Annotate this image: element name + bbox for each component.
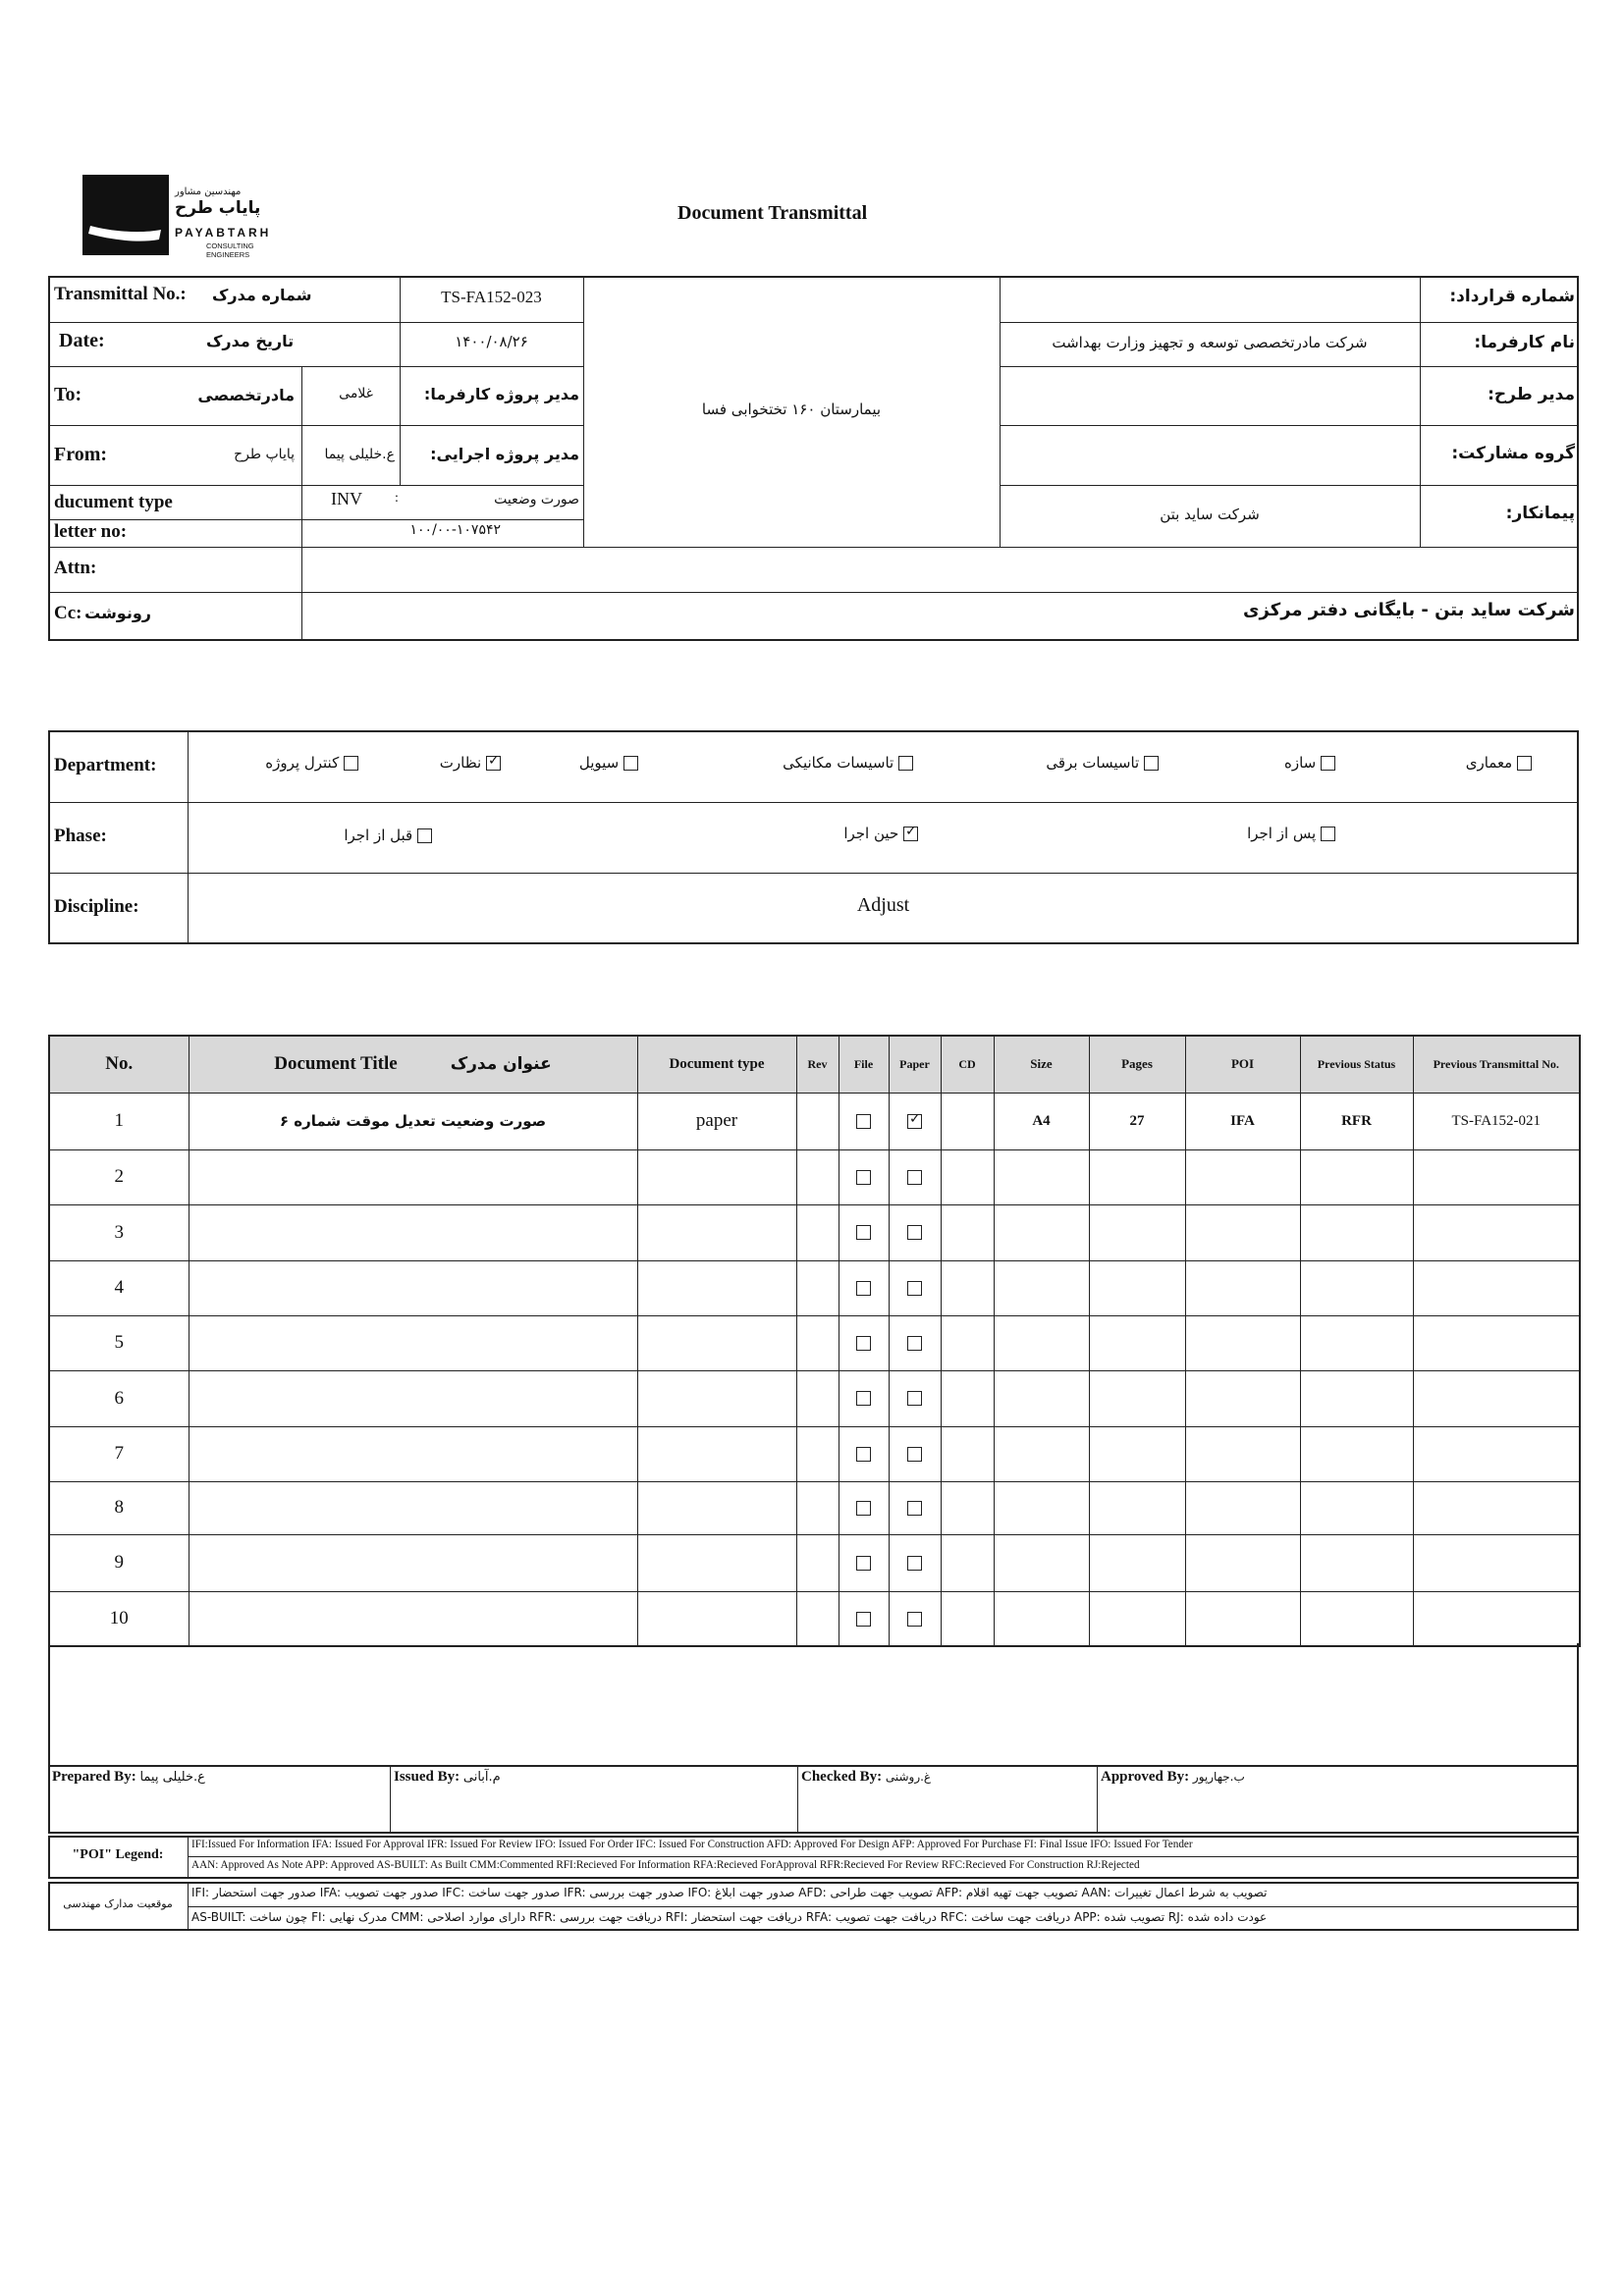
- letter-label: letter no:: [54, 521, 128, 542]
- row-size: [994, 1260, 1089, 1315]
- row-prev-transmittal: [1413, 1315, 1580, 1370]
- from-person: ع.خلیلی پیما: [324, 447, 395, 462]
- row-pages: [1089, 1149, 1185, 1204]
- letter-number: ۱۰۰/۰۰-۱۰۷۵۴۲: [409, 522, 501, 538]
- row-number: 1: [49, 1093, 189, 1149]
- table-row: [49, 1370, 1580, 1426]
- file-checkbox[interactable]: [856, 1225, 871, 1240]
- logo-en-sub: CONSULTING ENGINEERS: [206, 241, 254, 259]
- row-rev: [796, 1534, 839, 1591]
- approved-by: [1101, 1769, 1245, 1786]
- contractor-value: شرکت ساید بتن: [1160, 506, 1260, 523]
- row-doctype: [637, 1204, 796, 1260]
- table-row: [49, 1591, 1580, 1646]
- paper-checkbox[interactable]: [907, 1336, 922, 1351]
- row-poi: [1185, 1260, 1300, 1315]
- row-number: 9: [49, 1534, 189, 1591]
- row-paper: [889, 1260, 941, 1315]
- row-pages: [1089, 1426, 1185, 1481]
- row-rev: [796, 1370, 839, 1426]
- row-number: 4: [49, 1260, 189, 1315]
- cc-value: شرکت ساید بتن - بایگانی دفتر مرکزی: [1243, 600, 1575, 620]
- row-size: [994, 1370, 1089, 1426]
- cc-label-fa: رونوشت: [84, 604, 151, 622]
- logo-fa-name: پایاب طرح: [175, 198, 261, 218]
- remarks-area: [48, 1643, 1579, 1767]
- department-option-architecture[interactable]: [1414, 754, 1532, 772]
- row-size: [994, 1591, 1089, 1646]
- row-file: [839, 1591, 889, 1646]
- row-paper: [889, 1093, 941, 1149]
- row-poi: IFA: [1185, 1093, 1300, 1149]
- row-number: 5: [49, 1315, 189, 1370]
- issued-by-label: Issued By:: [394, 1769, 460, 1785]
- phase-option-during[interactable]: [785, 825, 918, 842]
- row-file: [839, 1149, 889, 1204]
- supervision-checkbox[interactable]: [486, 756, 501, 771]
- row-cd: [941, 1260, 994, 1315]
- row-title: صورت وضعیت تعدیل موقت شماره ۶: [189, 1093, 637, 1149]
- approved-by-value: ب.جهارپور: [1192, 1770, 1245, 1784]
- company-logo: [82, 175, 298, 257]
- paper-checkbox[interactable]: [907, 1556, 922, 1571]
- row-prev-status: [1300, 1315, 1413, 1370]
- row-rev: [796, 1093, 839, 1149]
- row-cd: [941, 1591, 994, 1646]
- client-label: نام کارفرما:: [1474, 333, 1575, 352]
- col-header-prev-transmittal: Previous Transmittal No.: [1413, 1036, 1580, 1093]
- row-title: [189, 1534, 637, 1591]
- table-row: [49, 1481, 1580, 1534]
- row-poi: [1185, 1370, 1300, 1426]
- paper-checkbox[interactable]: [907, 1447, 922, 1462]
- contractor-label: پیمانکار:: [1505, 504, 1575, 523]
- row-rev: [796, 1204, 839, 1260]
- row-doctype: [637, 1370, 796, 1426]
- row-prev-transmittal: [1413, 1534, 1580, 1591]
- file-checkbox[interactable]: [856, 1114, 871, 1129]
- row-size: [994, 1149, 1089, 1204]
- table-header-row: [49, 1036, 1580, 1093]
- row-size: A4: [994, 1093, 1089, 1149]
- phase-after-label: پس از اجرا: [1247, 825, 1317, 842]
- col-header-no: No.: [49, 1036, 189, 1093]
- row-prev-transmittal: [1413, 1370, 1580, 1426]
- row-prev-status: [1300, 1426, 1413, 1481]
- row-rev: [796, 1260, 839, 1315]
- row-title: [189, 1260, 637, 1315]
- table-row: [49, 1093, 1580, 1149]
- row-size: [994, 1426, 1089, 1481]
- phase-label: Phase:: [54, 826, 107, 846]
- prepared-by-value: ع.خلیلی پیما: [139, 1770, 205, 1785]
- table-row: [49, 1426, 1580, 1481]
- row-title: [189, 1426, 637, 1481]
- row-prev-transmittal: [1413, 1591, 1580, 1646]
- fa-legend-line1: IFI: صدور جهت استحضار IFA: صدور جهت تصویب IFC: صدور جهت ساخت IFR: صدور جهت بررسی IFO: صدور جهت ابلاغ AFD: تصویب جهت طراحی AFP: تصویب جهت تهیه اقلام AAN: تصویب به شرط اعمال تغییرات: [191, 1886, 1268, 1899]
- row-cd: [941, 1149, 994, 1204]
- structure-label: سازه: [1283, 754, 1317, 772]
- attn-label: Attn:: [54, 558, 97, 578]
- date-label-fa: تاریخ مدرک: [206, 332, 295, 350]
- col-header-file: File: [839, 1036, 889, 1093]
- phase-option-before[interactable]: [295, 827, 432, 844]
- phase-during-label: حین اجرا: [843, 825, 899, 842]
- partner-label: گروه مشارکت:: [1451, 444, 1575, 463]
- fa-legend-label: موقعیت مدارک مهندسی: [63, 1897, 173, 1910]
- from-label: From:: [54, 444, 108, 465]
- phase-before-label: قبل از اجرا: [344, 827, 413, 844]
- prepared-by-label: Prepared By:: [52, 1769, 136, 1785]
- checked-by: [801, 1769, 931, 1786]
- to-organization: مادرتخصصی: [197, 386, 295, 404]
- row-title: [189, 1481, 637, 1534]
- row-poi: [1185, 1315, 1300, 1370]
- col-header-prev-status: Previous Status: [1300, 1036, 1413, 1093]
- row-number: 2: [49, 1149, 189, 1204]
- row-file: [839, 1426, 889, 1481]
- row-pages: [1089, 1260, 1185, 1315]
- phase-during-checkbox[interactable]: [903, 827, 918, 841]
- row-prev-status: [1300, 1204, 1413, 1260]
- row-pages: [1089, 1370, 1185, 1426]
- fa-legend-line2: AS-BUILT: چون ساخت FI: مدرک نهایی CMM: دارای موارد اصلاحی RFR: دریافت جهت بررسی RFI: دریافت جهت استحضار RFA: دریافت جهت تصویب RFC: دریافت جهت ساخت APP: تصویب شده RJ: عودت داده شده: [191, 1910, 1268, 1924]
- architecture-checkbox[interactable]: [1517, 756, 1532, 771]
- department-option-electrical[interactable]: [1001, 754, 1159, 772]
- row-prev-transmittal: [1413, 1204, 1580, 1260]
- row-doctype: paper: [637, 1093, 796, 1149]
- row-pages: [1089, 1204, 1185, 1260]
- row-size: [994, 1204, 1089, 1260]
- transmittal-label-fa: شماره مدرک: [212, 286, 312, 304]
- project-control-checkbox[interactable]: [344, 756, 358, 771]
- client-value: شرکت مادرتخصصی توسعه و تجهیز وزارت بهداشت: [1052, 334, 1368, 351]
- row-title: [189, 1315, 637, 1370]
- phase-option-after[interactable]: [1198, 825, 1335, 842]
- to-label: To:: [54, 384, 82, 405]
- file-checkbox[interactable]: [856, 1170, 871, 1185]
- prepared-by: [52, 1769, 205, 1786]
- row-title: [189, 1591, 637, 1646]
- row-prev-transmittal: [1413, 1149, 1580, 1204]
- row-doctype: [637, 1149, 796, 1204]
- row-title: [189, 1370, 637, 1426]
- paper-checkbox[interactable]: [907, 1391, 922, 1406]
- row-paper: [889, 1204, 941, 1260]
- col-header-size: Size: [994, 1036, 1089, 1093]
- project-manager-label: مدیر طرح:: [1488, 385, 1575, 404]
- row-doctype: [637, 1426, 796, 1481]
- row-rev: [796, 1591, 839, 1646]
- department-option-supervision[interactable]: [393, 754, 501, 772]
- row-prev-status: [1300, 1481, 1413, 1534]
- row-rev: [796, 1426, 839, 1481]
- poi-legend-line2: AAN: Approved As Note APP: Approved AS-BUILT: As Built CMM:Commented RFI:Recieved For Information RFA:Recieved ForApproval RFR:Recieved For Review RFC:Recieved For Construction RJ:Rejected: [191, 1859, 1140, 1871]
- paper-checkbox[interactable]: [907, 1225, 922, 1240]
- row-prev-transmittal: [1413, 1260, 1580, 1315]
- row-doctype: [637, 1534, 796, 1591]
- document-title: Document Transmittal: [677, 202, 868, 224]
- row-title: [189, 1204, 637, 1260]
- file-checkbox[interactable]: [856, 1447, 871, 1462]
- row-prev-status: [1300, 1260, 1413, 1315]
- row-pages: [1089, 1534, 1185, 1591]
- row-pages: [1089, 1591, 1185, 1646]
- row-prev-status: [1300, 1149, 1413, 1204]
- row-pages: 27: [1089, 1093, 1185, 1149]
- table-row: [49, 1534, 1580, 1591]
- row-paper: [889, 1591, 941, 1646]
- file-checkbox[interactable]: [856, 1281, 871, 1296]
- approved-by-label: Approved By:: [1101, 1769, 1190, 1785]
- row-cd: [941, 1204, 994, 1260]
- row-file: [839, 1315, 889, 1370]
- paper-checkbox[interactable]: [907, 1114, 922, 1129]
- department-option-project-control[interactable]: [216, 754, 358, 772]
- row-poi: [1185, 1481, 1300, 1534]
- transmittal-label-en: Transmittal No.:: [54, 284, 187, 304]
- doctype-code: INV: [331, 489, 362, 508]
- row-file: [839, 1093, 889, 1149]
- row-size: [994, 1315, 1089, 1370]
- file-checkbox[interactable]: [856, 1556, 871, 1571]
- mechanical-checkbox[interactable]: [898, 756, 913, 771]
- row-poi: [1185, 1591, 1300, 1646]
- row-poi: [1185, 1149, 1300, 1204]
- doctype-fa: صورت وضعیت: [494, 492, 579, 507]
- row-pages: [1089, 1481, 1185, 1534]
- paper-checkbox[interactable]: [907, 1170, 922, 1185]
- electrical-checkbox[interactable]: [1144, 756, 1159, 771]
- row-poi: [1185, 1426, 1300, 1481]
- row-number: 6: [49, 1370, 189, 1426]
- logo-mark-icon: [82, 175, 169, 255]
- row-cd: [941, 1093, 994, 1149]
- row-poi: [1185, 1204, 1300, 1260]
- col-header-rev: Rev: [796, 1036, 839, 1093]
- row-prev-transmittal: TS-FA152-021: [1413, 1093, 1580, 1149]
- row-size: [994, 1534, 1089, 1591]
- department-option-mechanical[interactable]: [727, 754, 913, 772]
- row-pages: [1089, 1315, 1185, 1370]
- row-prev-status: RFR: [1300, 1093, 1413, 1149]
- row-size: [994, 1481, 1089, 1534]
- row-file: [839, 1370, 889, 1426]
- row-poi: [1185, 1534, 1300, 1591]
- file-checkbox[interactable]: [856, 1391, 871, 1406]
- row-prev-transmittal: [1413, 1481, 1580, 1534]
- row-file: [839, 1481, 889, 1534]
- row-doctype: [637, 1315, 796, 1370]
- issued-by-value: م.آبانی: [462, 1770, 501, 1785]
- architecture-label: معماری: [1465, 754, 1513, 772]
- row-file: [839, 1260, 889, 1315]
- table-row: [49, 1260, 1580, 1315]
- paper-checkbox[interactable]: [907, 1501, 922, 1516]
- row-rev: [796, 1481, 839, 1534]
- row-rev: [796, 1315, 839, 1370]
- col-header-poi: POI: [1185, 1036, 1300, 1093]
- row-prev-status: [1300, 1370, 1413, 1426]
- logo-en-name: PAYABTARH: [175, 226, 272, 240]
- phase-after-checkbox[interactable]: [1321, 827, 1335, 841]
- row-title: [189, 1149, 637, 1204]
- paper-checkbox[interactable]: [907, 1281, 922, 1296]
- date-value: ۱۴۰۰/۰۸/۲۶: [455, 333, 528, 350]
- transmittal-number: TS-FA152-023: [441, 288, 542, 306]
- client-pm-label: مدیر پروژه کارفرما:: [423, 385, 579, 403]
- row-rev: [796, 1149, 839, 1204]
- discipline-label: Discipline:: [54, 896, 139, 917]
- row-doctype: [637, 1591, 796, 1646]
- checked-by-label: Checked By:: [801, 1769, 883, 1785]
- table-row: [49, 1204, 1580, 1260]
- row-cd: [941, 1534, 994, 1591]
- row-cd: [941, 1370, 994, 1426]
- row-cd: [941, 1315, 994, 1370]
- row-paper: [889, 1481, 941, 1534]
- col-header-title-fa: عنوان مدرک: [450, 1054, 552, 1075]
- col-header-title-en: Document Title: [274, 1053, 398, 1075]
- electrical-label: تاسیسات برقی: [1046, 754, 1140, 772]
- project-name: بیمارستان ۱۶۰ تختخوابی فسا: [701, 400, 882, 418]
- civil-label: سیویل: [578, 754, 620, 772]
- date-label-en: Date:: [59, 330, 105, 351]
- issued-by: [394, 1769, 501, 1786]
- row-file: [839, 1204, 889, 1260]
- paper-checkbox[interactable]: [907, 1612, 922, 1627]
- table-row: [49, 1149, 1580, 1204]
- row-paper: [889, 1426, 941, 1481]
- row-prev-transmittal: [1413, 1426, 1580, 1481]
- row-paper: [889, 1370, 941, 1426]
- poi-legend-label: "POI" Legend:: [72, 1847, 164, 1862]
- civil-checkbox[interactable]: [623, 756, 638, 771]
- row-cd: [941, 1426, 994, 1481]
- department-option-structure[interactable]: [1218, 754, 1335, 772]
- contract-label: شماره قرارداد:: [1449, 287, 1575, 306]
- file-checkbox[interactable]: [856, 1336, 871, 1351]
- row-number: 3: [49, 1204, 189, 1260]
- mechanical-label: تاسیسات مکانیکی: [783, 754, 894, 772]
- row-paper: [889, 1315, 941, 1370]
- poi-legend-line1: IFI:Issued For Information IFA: Issued For Approval IFR: Issued For Review IFO: Issued For Order IFC: Issued For Construction AFD: Approved For Design AFP: Approved For Purchase FI: Final Issue IFO: Issued For Tender: [191, 1839, 1193, 1850]
- col-header-title: [189, 1036, 637, 1093]
- to-person: غلامی: [339, 386, 373, 401]
- col-header-pages: Pages: [1089, 1036, 1185, 1093]
- row-prev-status: [1300, 1591, 1413, 1646]
- col-header-doctype: Document type: [637, 1036, 796, 1093]
- table-row: [49, 1315, 1580, 1370]
- row-number: 10: [49, 1591, 189, 1646]
- exec-pm-label: مدیر پروژه اجرایی:: [430, 445, 579, 463]
- doctype-separator: :: [395, 491, 399, 506]
- row-paper: [889, 1149, 941, 1204]
- col-header-paper: Paper: [889, 1036, 941, 1093]
- row-prev-status: [1300, 1534, 1413, 1591]
- row-paper: [889, 1534, 941, 1591]
- col-header-cd: CD: [941, 1036, 994, 1093]
- project-control-label: کنترل پروژه: [265, 754, 340, 772]
- row-file: [839, 1534, 889, 1591]
- structure-checkbox[interactable]: [1321, 756, 1335, 771]
- logo-fa-line1: مهندسین مشاور: [175, 187, 242, 197]
- file-checkbox[interactable]: [856, 1501, 871, 1516]
- cc-label-en: Cc:: [54, 603, 82, 623]
- row-cd: [941, 1481, 994, 1534]
- file-checkbox[interactable]: [856, 1612, 871, 1627]
- checked-by-value: غ.روشنی: [885, 1770, 932, 1784]
- from-organization: پایاپ طرح: [234, 447, 295, 462]
- department-option-civil[interactable]: [530, 754, 638, 772]
- phase-before-checkbox[interactable]: [417, 828, 432, 843]
- row-doctype: [637, 1481, 796, 1534]
- row-doctype: [637, 1260, 796, 1315]
- row-number: 8: [49, 1481, 189, 1534]
- row-number: 7: [49, 1426, 189, 1481]
- discipline-value: Adjust: [856, 894, 910, 916]
- document-table: [48, 1035, 1581, 1647]
- supervision-label: نظارت: [439, 754, 482, 772]
- doctype-label: ducument type: [54, 492, 173, 512]
- department-label: Department:: [54, 755, 157, 775]
